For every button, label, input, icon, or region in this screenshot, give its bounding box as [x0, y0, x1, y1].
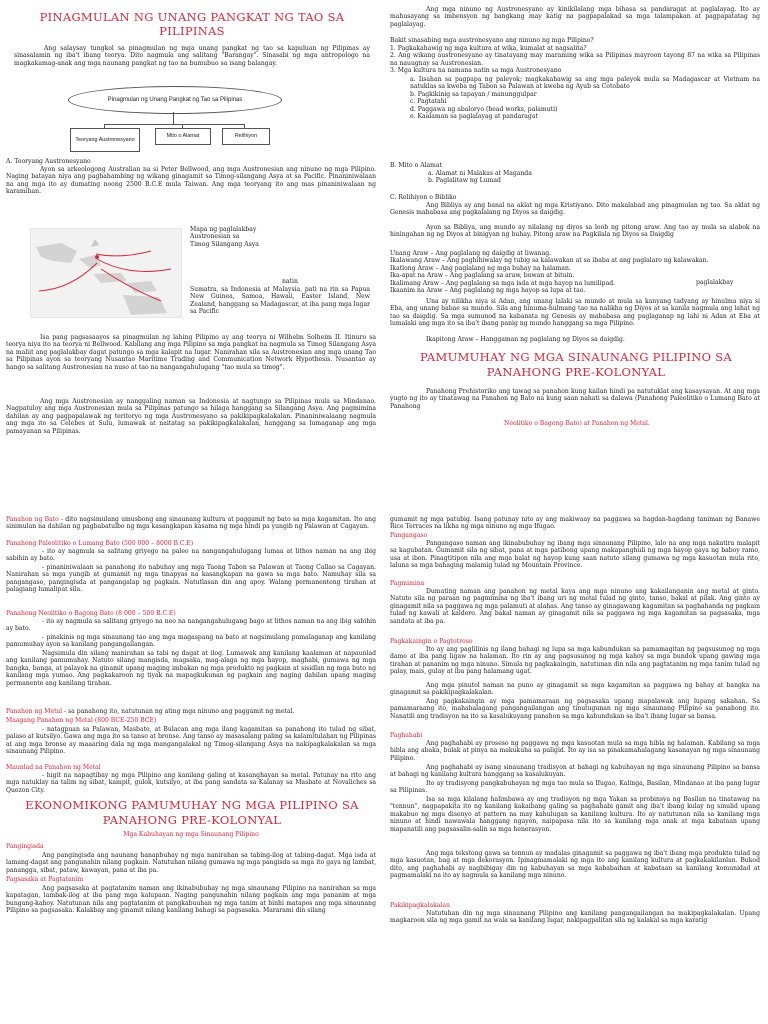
list-item: d. Paggawa ng abaloryo (bead works, palamuti) — [410, 105, 558, 113]
early-metal-text: - natagpuan sa Palawan, Masbate, at Bulacan ang mga ilang kagamitan sa panahong ito tulad ng sibat, palaso at kutsilyo. Gawa ang mga ito sa tanso at bronse. Ang tanso ay masasalang paling sa kalamitulahan ng Pilipinas at ang mga bronse ay maaaring dala ng mga mangangalakal ng Timog-silangang Asya na nakipagkalakalan sa mga sinaunang Pilipino. — [6, 726, 376, 756]
days-side-label: paglalakbay — [696, 279, 734, 286]
advanced-metal-text: - higit na napagtibay ng mga Pilipino ang kanilang galing at kasanghayan sa metal. Patunay na rito ang mga natuklay na talim ng sibat, kampit, gulok, kutsilyo, at iba pang sandata sa Kalanay sa Masbate at Novaliches sa Quezon City. — [6, 772, 376, 794]
list-item: b. Paglalitaw ng Lumad — [428, 177, 501, 185]
section-c-p2: Ayon sa Bibliya, ang mundo ay nilalang ng diyos sa loob ng pitong araw. Ang tao ay mula sa alabok na hiningahan ng ng Diyos at binigyan ng buhay. Pitong araw na Pagkilala ng Diyos sa Daigdig — [390, 224, 760, 239]
section-c-p1: Ang Bibliya ay ang banal na aklat ng mga Kristiyano. Dito makalabad ang pinagmulan ng tao. Sa aklat ng Genesis mababasa ang pagkalalang ng Diyos sa daigdig. — [390, 202, 760, 217]
reasons-list — [390, 45, 760, 75]
kaingin-text-3: Ang pagkakaingin ay mga pamamaraan ng pagsasaka upang mapalawak ang lupang sakahan. Sa pamamaraang ito, mahahalagang pangangailangan ang tinutugunan ng mga sinaunang Pilipino sa panahong ito. Nanatili ang tradisyon na ito sa kasalukuyang panahon sa mga kabundukan sa iba't ibang lugar sa bansa. — [390, 698, 760, 720]
paleolithic-text-1: - ito ay nagmula sa salitang griyego na paleo na nangangahulugang lumaa at lithos naman na ang ibig sabihin ay bato. — [6, 548, 376, 563]
kaingin-text-2: Ang mga pinutol naman na puno ay ginagamit sa mga kagamitan sa paggawa ng bahay at bangka na ginagamit sa pakikipagkalakalan. — [390, 682, 760, 697]
page2-title: PAMUMUHAY NG MGA SINAUNANG PILIPINO SA PANAHONG PRE-KOLONYAL — [419, 350, 733, 379]
label-early-metal: Maagang Panahon ng Metal (800 BCE-250 BCE) — [6, 717, 157, 724]
label-hunting: Pangangaso — [390, 532, 428, 539]
myth-list — [428, 170, 728, 185]
map-side-text: Sumatra, sa Indonesia at Malaysia, pati na rin sa Papua New Guinea, Samoa, Hawaii, Easter Island, New Zealand, hanggang sa Madagascar, at iba pang mga lugar sa Pacific — [190, 286, 370, 316]
paleolithic-text-2: - pinaniniwalaan sa panahong ito nabuhay ang mga Taong Tabon sa Palawan at Taong Callao sa Cagayan. Nanirahan sa mga yungib at gumamit ng mga tinapyas na kasangkapan na gawa sa mga bato. Namuhay sila sa pangangaso, pangingisda at pangangalap ng pagkain. Natutlasan din ang apoy. Walang permanenteng tirahan at palagiang lumalipat sila. — [6, 564, 376, 594]
diagram-connector — [173, 112, 174, 124]
seventh-day: Ikapitong Araw – Hanggaman ng paglalang ng Diyos sa daigdig. — [426, 336, 625, 343]
label-trade: Pakikipagkalakalan — [390, 902, 450, 909]
neolithic-text-3: Nagsimula din silang manirahan sa tabi ng dagat at ilog. Lumawak ang kanilang kaalaman at napaunlad ang kanilang pamumuhay. Natuto silang mangisda, magsaka, mag-alaga ng mga hayop, maghabi, gumawa ng mga bangka, banga, at palayok na ginamit upang maging imbakan ng mga produkto ng pagkain at sisidlan ng mga buto ng kanilang mga yumao. Ang pagkakaroon ng tiyak na mapagkukunan ng pagkain ang naging dahilan upang maging permanente ang kanilang tirahan. — [6, 650, 376, 687]
label-advanced-metal: Maunlad na Panahon ng Metal — [6, 764, 101, 771]
section-a-p2: Isa pang pagsasaayos sa pinagmulan ng lahing Pilipino ay ang teorya ni Wilhelm Solheim II. Itinuro sa teorya niya ito na teorya ni Bellwood. Kabilang ang mga Pilipino sa mga pangkat na nagmula sa Timog Silangang Asya na maliit ang paglalakbay dagat patungo sa mga kalapit na lugar. Nanirahan sila sa Austronesian ang mga unang Tao sa Pilipinas ayon sa teoryang Nusantao Maritime Trading and Communication Network Hypothesis. Nusantao ay hango sa salitang Austronesian na nuso at tao na nangangahulugang "tao mula sa timog". — [6, 334, 376, 371]
list-item: Ikalawang Araw – Ang paghihiwalay ng tubig sa kalawakan at sa ibaba at ang paglalaro ng kalawakan. — [390, 257, 709, 265]
map-caption — [190, 226, 310, 248]
label-farming: Pagsasaka at Pagtatanim — [6, 876, 84, 883]
creation-days-list — [390, 250, 760, 294]
map-graphic — [31, 229, 181, 317]
neolithic-text-2: - pinakinis ng mga sinaunang tao ang mga magaspang na bato at nagsimulang pumalaganap ang kanilang pamumuhay ayon sa kanilang pangangailangan. — [6, 634, 376, 649]
label-weaving: Paghahabi — [390, 732, 423, 739]
page2-intro: Ang mga ninuno ng Austronesyano ay kinikilalang mga bihasa sa pandaragat at paglalayag. Ito ay mahusayang sa imbensyon ng bangkang may katig na pagpapalakad sa mga talampakan at pagpapatatag ng paglalayag. — [390, 6, 760, 28]
page-4 — [384, 510, 768, 1024]
diagram-child-relihiyon: Relihiyon — [222, 128, 270, 145]
list-item: Ikatlong Araw – Ang paglalang ng mga buhay na halaman. — [390, 264, 571, 272]
list-item: Ika-apat na Araw – Ang paglalang sa araw, buwan at bituin. — [390, 272, 575, 280]
section-b-title: B. Mito o Alamat — [390, 162, 443, 169]
label-neolithic: Panahong Neolitiko o Bagong Bato (8 000 – 500 B.C.E) — [6, 610, 176, 617]
page2-body: Panahong Prehistoriko ang tawag sa panahon kung kailan hindi pa natutuklat ang kasaysayan. At ang mga yugto ng ito ay tinatawag na Panahon ng Bato na kung saan nahati sa dalawa (Panahong Paleolitiko o Lumang Bato at Panahong — [390, 388, 760, 410]
metal-age-block — [6, 708, 376, 715]
list-item: a. Alamat ni Malakas at Maganda — [428, 170, 532, 177]
culture-sublist — [410, 76, 760, 120]
farming-text: Ang pagsasaka at pagtatanim naman ang ikinabubuhay ng mga sinaunang Pilipino na nanirahan sa mga kapatagan, lambak-ilog at iba pang mga kalupaan. Naging pangunahin nilang pagkain ang mga pananim at mga bungang-kahoy. Natutunan nila ang pagtatanim at pangkabuuhan ng mga tanim at binhi matapos ang mga sinaunang Pilipino sa pagsasaka. Kalakbay ang ginamit nilang kanilang bahagi sa pagsasaka. Mararami din silang — [6, 885, 376, 915]
list-item: Unang Araw – Ang paglalang ng daigdig at liwanag. — [390, 250, 552, 257]
list-item: e. Kaalaman sa paglalayag at pandaragat — [410, 113, 538, 121]
section-c-p3: Una ay nilikha niya si Adan, ang unang lalaki sa mundo at mula sa kanyang tadyang ay hinulma niya si Eba, ang unang babae sa mundo. Sila ang hinuma-hulmang tao na nalikha ng Diyos at sa kanila nagmula ang lahat ng tao sa daigdig. Sa mga sumunod na kabanata ng Genesis ay mababasa ang paglaganap ng lahi ni Adan at Eba at lumalaki ang mga ito sa iba't ibang panig ng mundo hanggang sa mga Pilipino. — [390, 298, 760, 328]
diagram-root: Pinagmulan ng Unang Pangkat ng Tao sa Pilipinas — [68, 86, 282, 114]
map-caption-line: Mapa ng paglalakbay — [190, 226, 257, 233]
hunting-text: Pangangaso naman ang ikinabubuhay ng ibang mga sinaunang Pilipino, lalo na ang mga nakatira malapit sa kagubatan. Gumamit sila ng sibat, pana at mga patibong upang makapanghuli ng mga hayop gaya ng baboy ramo, usa at ibon. Pinagtitipon nila ang mga balat ng hayop kung saan natuto silang gumawa ng mga kasuotan mula rito, laluna sa mga bahaging malamig tulad ng Mountain Province. — [390, 540, 760, 570]
metal-age-text: - sa panahong ito, natutunan ng ating mga ninuno ang paggamit ng metal. — [64, 708, 295, 715]
diagram-child-mito: Mito o Alamat — [155, 128, 211, 145]
austronesian-map — [30, 228, 182, 318]
kaingin-text-1: Ito ay ang paglilinis ng ilang bahagi ng lupa sa mga kabundukan sa pamamagitan ng pagsusunog ng mga damo at iba pang ligaw na halaman. Ito rin ay ang pagsusunog ng mga kahoy sa mga bundok upang gawing mga tirahan at pananim ng mga ninuno. Simula ng pagkakaingin, natutunan din nila ang pagtatanim ng mga tanim tulad ng palay, mais, gulay at iba pang halamang ugat. — [390, 646, 760, 676]
list-item: 2. Ang wikang austronesyano ay tinatayang may maraming wika sa Pilipinas mayroon tayong 87 na wika sa Pilipinas na nauugnay sa Austronesian. — [390, 52, 760, 67]
page1-title: PINAGMULAN NG UNANG PANGKAT NG TAO SA PILIPINAS — [39, 10, 345, 38]
page-3 — [0, 510, 384, 1024]
page-2 — [384, 0, 768, 505]
weaving-text-4: Isa sa mga kilalang halimbawa ay ang tradisyon ng mga Yakan sa probinsya ng Basilan na tinatawag na "tennun", nagpapakita ito ng kanilang kakaibang galing sa paghahabi gamit ang iba't ibang kulay ng sinulid upang makabuo ng mga disenyo at pattern na may kahulugan sa kanilang kultura. Ito ay natutunan nila sa kanilang mga ninuno at hindi nawawala hanggang ngayon, naipapasa nila ito sa kanilang mga anak at mga kabataan upang mapanatili ang pagsasalin-salin sa mga henerasyon. — [390, 796, 760, 833]
diagram-connector — [104, 124, 244, 125]
stone-age-text: - dito nagsimulang umusbong ang sinaunang kultura at paggamit ng bato sa mga kagamitan. Ito ang sinimulan na dahilan ng pagbabatulbo ng mga kasangkapan kasama ng mga hindi pa yungib ng Palawan at Cagayan. — [6, 516, 376, 531]
weaving-text-1: Ang paghahabi ay proseso ng paggawa ng mga kasuotan mula sa mga hibla ng halaman. Kabilang sa mga hibla ang abaka, bulak at pinya na makukuha sa paligid. Ito ay isa sa pinakamahalagang kasanayan ng mga sinaunang Pilipino. — [390, 740, 760, 762]
weaving-text-3: Ito ay tradisyong pangkabuhayan ng mga tao mula sa Ifugao, Kalinga, Basilan, Mindanao at iba pang lugar sa Pilipinas. — [390, 780, 760, 795]
label-fishing: Pangingisda — [6, 843, 44, 850]
list-item: Ikalimang Araw – Ang paglalang sa mga isda at mga hayop na lumilipad. — [390, 279, 616, 287]
page3-title: EKONOMIKONG PAMUMUHAY NG MGA PILIPINO SA PANAHONG PRE-KOLONYAL — [25, 798, 359, 827]
weaving-text-5: Ang mga tekstong gawa sa tennun ay madalas ginagamit sa paggawa ng iba't ibang mga produkto tulad ng mga kasuotan, bag at mga dekorasyon. Ipinagmamalaki ng mga ito ang kanilang kultura at pagkakakilanlan. Bukod dito, ang paghahabi ay nagbibigay din ng kabuhayan sa mga kababaihan at kabataan sa kanilang komunidad at pagmamalaki na ito ay nagmula sa kanilang mga ninuno. — [390, 850, 760, 880]
diagram-child-austronesyano: Teoryang Austronesyano — [70, 128, 140, 152]
fishing-text: Ang pangingisda ang naunang hanapbuhay ng mga nanirahan sa tabing-ilog at tabing-dagat. Mga isda at lamang-dagat ang pangunahin nilang pagkain. Natutuhan nilang gumawa ng mga pangisda sa mga ito gaya ng lambat, panangga, sibat, pataw, kawayan, pana at iba pa. — [6, 852, 376, 874]
map-caption-line: Timog Silangang Asya — [190, 240, 259, 248]
page1-intro: Ang salaysay tungkol sa pinagmulan ng mga unang pangkat ng tao sa kapuluan ng Pilipinas ay sinasalamin ng iba't ibang teorya. Dito nagmula ang salitang "Barangay". Sinasabi ng mga antropologo na magkakamag-anak ang mga naunang pangkat ng tao na bumubuo sa isang balangay. — [14, 45, 370, 67]
question: Bakit sinasabing mga austronesyano ang ninuno ng mga Pilipino? — [390, 37, 594, 44]
neolithic-text-1: - ito ay nagmula sa salitang griyego na neo na nangangahulugang bago at lithos naman na ang ibig sabihin ay bato. — [6, 618, 376, 633]
trade-text: Natutuhan din ng mga sinaunang Pilipino ang kanilang pangangailangan na makipagkalakalan. Upang magkaroon sila ng mga gamit na wala sa kanilang lugar, nakipagpalitan sila ng kalakal sa mga karatig — [390, 910, 760, 925]
map-caption-line: Austronesian sa — [190, 233, 240, 241]
list-item: 1. Pagkakahawig ng mga kultura at wika, kumalat at nagsalita? — [390, 45, 587, 52]
label-mining: Pagmimina — [390, 580, 425, 587]
stone-age-block — [6, 516, 376, 531]
section-a-p1: Ayon sa arkeologong Australian na si Peter Bellwood, ang mga Austronesian ang ninuno ng mga Pilipino. Naging batayan niya ang paghahambing ng wikang ginagamit sa Timog-silangang Asya at sa Pacific. Pinaniniwalaan na ang mga ito ay dumating noong 2500 B.C.E mula Taiwan. Ang mga teoryang ito ang mas pinaniniwalaan ng karamihan. — [6, 166, 376, 196]
page2-body-red: Neolitiko o Bagong Bato) at Panahon ng Metal. — [504, 420, 650, 427]
section-a-p3: Ang mga Austronesian ay nanggaling naman sa Indonesia at nagtungo sa Pilipinas mula sa Mindanao. Nagpatuloy ang mga Austronesian mula sa Pilipinas patungo sa hilaga hanggang sa Silangang Asya. Ang pagmimina dahilan ay ang pagpapalawak ng teritoryo ng mga Austronesyano sa pakikipagkalakalan. Pinaniniwalaang nagmula ang mga ito sa Celebes at Sulu, lumawak at naitatag sa pakikipagkalakalan, hanggang sa lumaganap ang mga pamayanan sa Pilipinas. — [6, 398, 376, 435]
label-paleolithic: Panahong Paleolitiko o Lumang Bato (500 000 – 8000 B.C.E) — [6, 540, 194, 547]
list-item: a. Iisahan sa pagpapa ng paleyok; magkakahawig sa ang mga paleyok mula sa Madagascar at Vietnam na natuklas sa kweba ng Tabon sa Palawan at kweba ng Ayub sa Cotobato — [410, 76, 760, 91]
section-a-title: A. Teoryang Austronesyano — [6, 158, 91, 165]
list-item: b. Pagkikinig sa tapayan / manunggulpar — [410, 90, 537, 98]
page4-intro: gumamit ng mga patubig. Isang patunay nito ay ang makiwaay na paggawa sa hagdan-hagdang taniman ng Banawe Rice Terraces na likha ng mga ninuno ng mga Ifugao. — [390, 516, 760, 531]
label-stone-age: Panahon ng Bato — [6, 516, 59, 523]
label-metal-age: Panahon ng Metal — [6, 708, 63, 715]
list-item: Ikaanim na Araw – Ang paglalang ng mga hayop sa lupa at tao. — [390, 287, 586, 295]
section-c-title: C. Relihiyon o Bibliko — [390, 194, 457, 201]
list-item: c. Pagtatahi — [410, 98, 447, 106]
mining-text: Dumating naman ang panahon ng metal kaya ang mga ninuno ang kakailanganin ang metal at ginto. Natuto sila ng paraan ng pagmimina ng iba't ibang uri ng metal tulad ng ginto, tanso, bakal at pilak. Ang ginto ay ginagamit nila sa paggawa ng mga palamuti at alahas. Ang tanso ay ginagawang kagamitan sa paghahanda ng pagkain tulad ng kawali at kaldero. Ang bakal naman ay ginagamit nila sa paggawa ng mga kagamitan sa pagsasaka, mga sandata at iba pa. — [390, 588, 760, 625]
list-item: 3. Mga kultura na namana natin sa mga Austronesyano — [390, 67, 562, 75]
page3-subtitle: Mga Kabuhayan ng mga Sinaunang Pilipino — [123, 831, 259, 838]
map-side-label: natin — [282, 278, 298, 285]
page-1 — [0, 0, 384, 505]
weaving-text-2: Ang paghahabi ay isang sinaunang tradisyon at bahagi ng kabuhayan ng mga sinaunang Pilipino sa bansa at bahagi ng kanilang kultura hanggang sa kasalukuyan. — [390, 764, 760, 779]
label-kaingin: Pagkakaingin o Pagtotroso — [390, 638, 473, 645]
